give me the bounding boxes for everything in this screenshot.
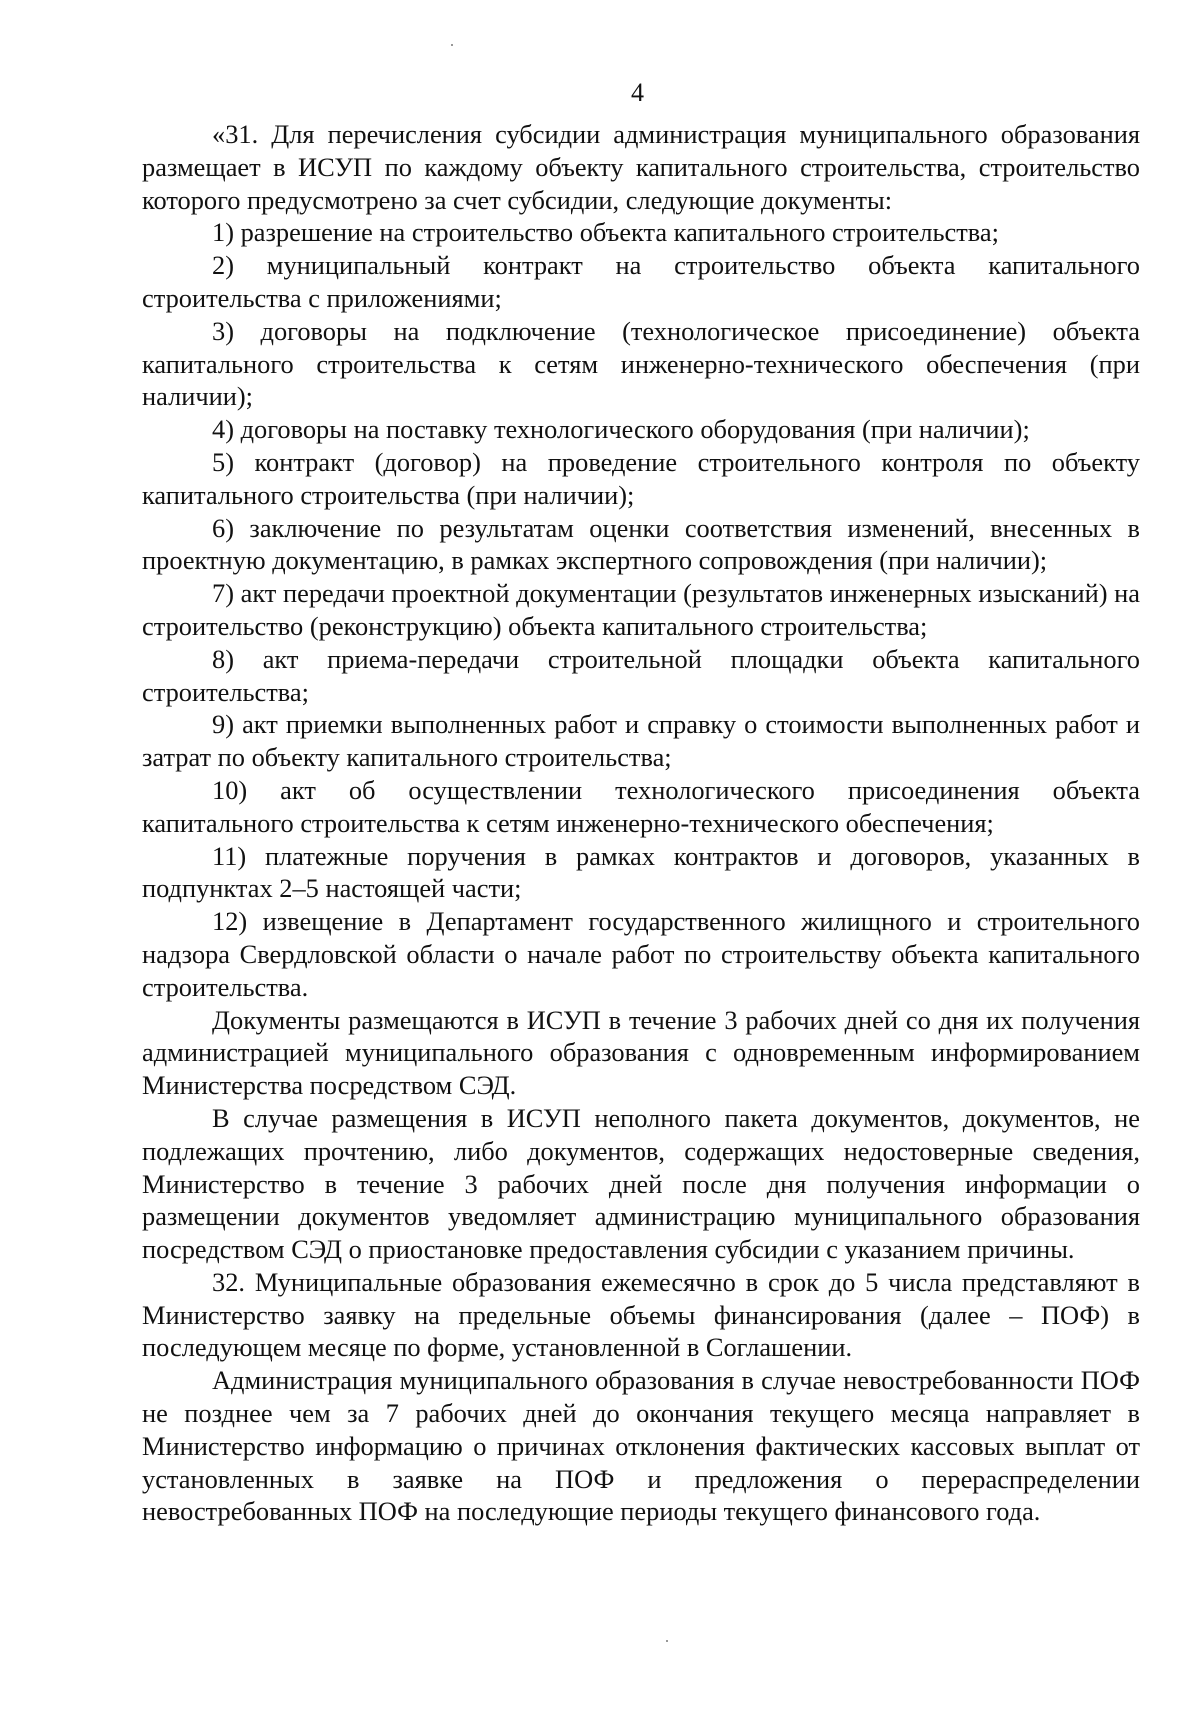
document-body xyxy=(142,118,1140,1528)
list-item-1: 1) разрешение на строительство объекта капитального строительства; xyxy=(212,217,999,248)
list-item-6: 6) заключение по результатам оценки соответствия изменений, внесенных в проектную документацию, в рамках экспертного сопровождения (при наличии); xyxy=(142,512,1140,576)
page-number: 4 xyxy=(631,78,644,107)
paragraph-32: 32. Муниципальные образования ежемесячно в срок до 5 числа представляют в Министерство заявку на предельные объемы финансирования (далее – ПОФ) в последующем месяце по форме, установленной в Соглашении. xyxy=(142,1266,1140,1363)
list-item-11: 11) платежные поручения в рамках контрактов и договоров, указанных в подпунктах 2–5 настоящей части; xyxy=(142,840,1140,904)
paragraph-incomplete-package: В случае размещения в ИСУП неполного пакета документов, документов, не подлежащих прочтению, либо документов, содержащих недостоверные сведения, Министерство в течение 3 рабочих дней после дня получения информации о размещении документов уведомляет администрацию муниципального образования посредством СЭД о приостановке предоставления субсидии с указанием причины. xyxy=(142,1102,1140,1265)
list-item-9: 9) акт приемки выполненных работ и справку о стоимости выполненных работ и затрат по объекту капитального строительства; xyxy=(142,709,1140,773)
list-item-3: 3) договоры на подключение (технологическое присоединение) объекта капитального строительства к сетям инженерно-технического обеспечения (при наличии); xyxy=(142,315,1140,412)
scan-speck xyxy=(451,44,453,46)
list-item-7: 7) акт передачи проектной документации (результатов инженерных изысканий) на строительство (реконструкцию) объекта капитального строительства; xyxy=(142,578,1140,641)
paragraph-31-intro: «31. Для перечисления субсидии администрация муниципального образования размещает в ИСУП по каждому объекту капитального строительства, строительство которого предусмотрено за счет субсидии, следующие документы: xyxy=(142,119,1140,215)
paragraph-documents-placement: Документы размещаются в ИСУП в течение 3 рабочих дней со дня их получения администрацией муниципального образования с одновременным информированием Министерства посредством СЭД. xyxy=(142,1004,1140,1101)
scan-speck xyxy=(666,1640,668,1642)
list-item-10: 10) акт об осуществлении технологического присоединения объекта капитального строительства к сетям инженерно-технического обеспечения; xyxy=(142,774,1140,838)
list-item-4: 4) договоры на поставку технологического оборудования (при наличии); xyxy=(212,414,1030,445)
list-item-5: 5) контракт (договор) на проведение строительного контроля по объекту капитального строительства (при наличии); xyxy=(142,446,1140,510)
list-item-2: 2) муниципальный контракт на строительство объекта капитального строительства с приложениями; xyxy=(142,250,1140,313)
paragraph-unclaimed-pof: Администрация муниципального образования в случае невостребованности ПОФ не позднее чем за 7 рабочих дней до окончания текущего месяца направляет в Министерство информацию о причинах отклонения фактических кассовых выплат от установленных в заявке на ПОФ и предложения о перераспределении невостребованных ПОФ на последующие периоды текущего финансового года. xyxy=(142,1365,1140,1527)
list-item-8: 8) акт приема-передачи строительной площадки объекта капитального строительства; xyxy=(142,643,1140,707)
list-item-12: 12) извещение в Департамент государственного жилищного и строительного надзора Свердловской области о начале работ по строительству объекта капитального строительства. xyxy=(142,906,1140,1002)
